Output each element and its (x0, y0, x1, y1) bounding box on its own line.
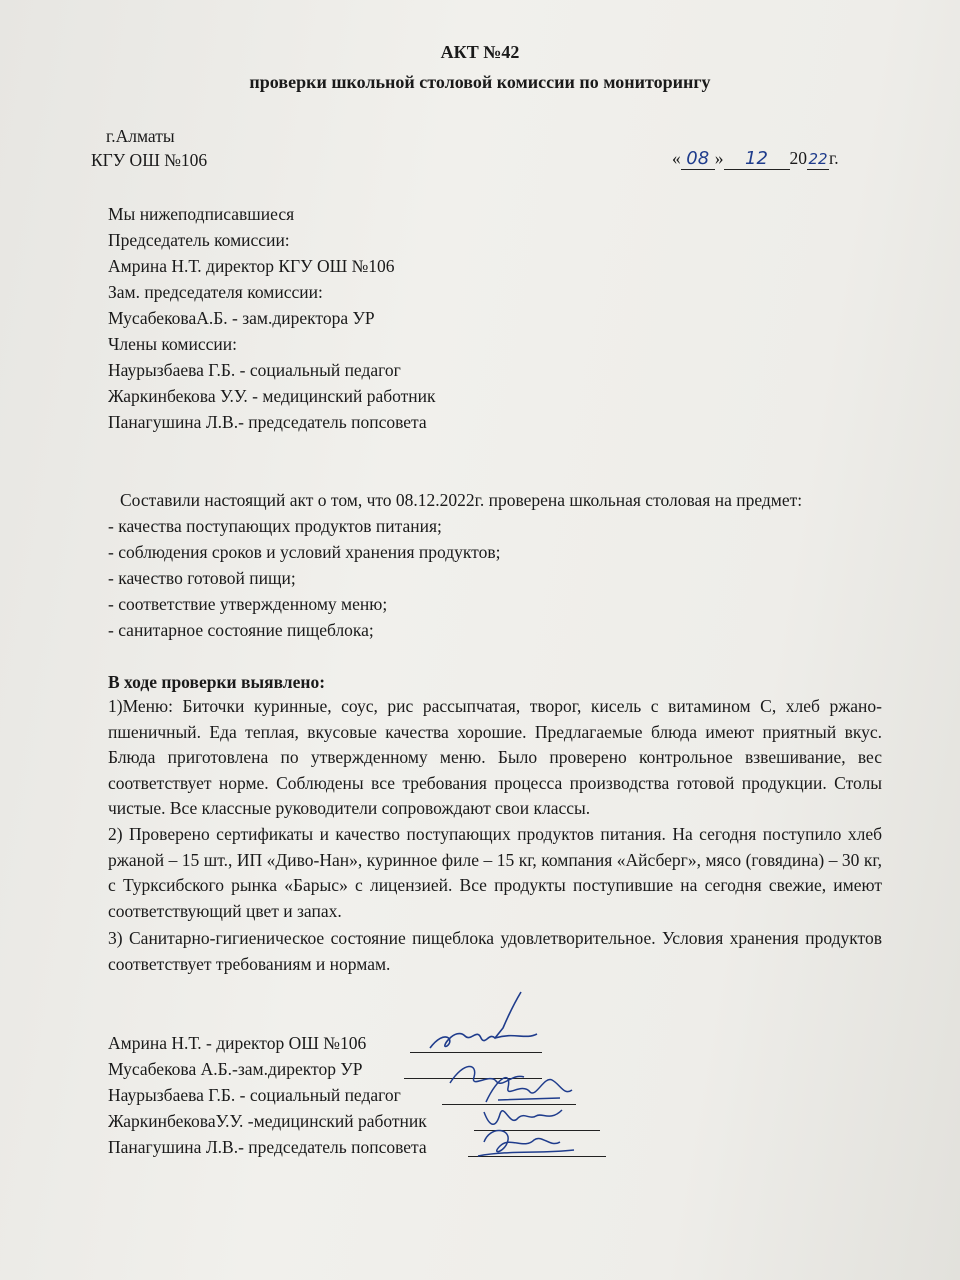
date-year-suffix: 22 (808, 150, 828, 168)
check-item: - качество готовой пищи; (108, 568, 296, 588)
date-month: 12 (724, 148, 790, 170)
signature-panagushina (470, 1120, 580, 1162)
school-name: КГУ ОШ №106 (91, 150, 208, 170)
date-open-quote: « (672, 148, 681, 168)
deputy-name: МусабековаА.Б. - зам.директора УР (108, 308, 375, 328)
member-item: Жаркинбекова У.У. - медицинский работник (108, 386, 436, 406)
findings-heading: В ходе проверки выявлено: (108, 672, 326, 692)
member-item: Панагушина Л.В.- председатель попсовета (108, 412, 427, 432)
chair-label: Председатель комиссии: (108, 230, 290, 250)
date-year-prefix: 20 (789, 148, 807, 168)
act-subtitle: проверки школьной столовой комиссии по мониторингу (249, 72, 711, 92)
finding-paragraph-1: 1)Меню: Биточки куринные, соус, рис рассыпчатая, творог, кисель с витамином С, хлеб ржано-пшеничный. Еда теплая, вкусовые качества хорошие. Предлагаемые блюда имеют приятный вкус. Блюда приготовлена по утвержденному меню. Было проверено контрольное взвешивание, вес соответствует норме. Соблюдены все требования процесса производства готовой продукции. Столы чистые. Все классные руководители сопровождают свои классы. (108, 696, 882, 818)
signature-line-text: Мусабекова А.Б.-зам.директор УР (108, 1059, 363, 1079)
signature-amrina (425, 988, 545, 1058)
act-date (672, 148, 839, 170)
finding-paragraph-3: 3) Санитарно-гигиеническое состояние пищеблока удовлетворительное. Условия хранения продуктов соответствует требованиям и нормам. (108, 928, 882, 974)
statement-intro: Составили настоящий акт о том, что 08.12.2022г. проверена школьная столовая на предмет: (120, 490, 803, 510)
city: г.Алматы (106, 126, 175, 146)
commission-intro: Мы нижеподписавшиеся (108, 204, 295, 224)
signature-line-text: Панагушина Л.В.- председатель попсовета (108, 1137, 427, 1157)
date-day: 08 (681, 148, 715, 170)
date-close-quote: » (714, 148, 724, 168)
signature-line-text: Амрина Н.Т. - директор ОШ №106 (108, 1033, 367, 1053)
members-label: Члены комиссии: (108, 334, 237, 354)
signature-line-text: Наурызбаева Г.Б. - социальный педагог (108, 1085, 401, 1105)
check-item: - соблюдения сроков и условий хранения продуктов; (108, 542, 501, 562)
date-year-end: г. (829, 148, 839, 168)
act-title: АКТ №42 (440, 42, 520, 62)
chair-name: Амрина Н.Т. директор КГУ ОШ №106 (108, 256, 395, 276)
check-item: - качества поступающих продуктов питания; (108, 516, 442, 536)
finding-paragraph-2: 2) Проверено сертификаты и качество поступающих продуктов питания. На сегодня поступило хлеб ржаной – 15 шт., ИП «Диво-Нан», куринное филе – 15 кг, компания «Айсберг», мясо (говядина) – 30 кг, с Турксибского рынка «Барыс» с лицензией. Все продукты поступившие на сегодня свежие, имеют соответствующий цвет и запах. (108, 824, 882, 921)
deputy-label: Зам. председателя комиссии: (108, 282, 323, 302)
check-item: - соответствие утвержденному меню; (108, 594, 388, 614)
signature-line-text: ЖаркинбековаУ.У. -медицинский работник (108, 1111, 427, 1131)
member-item: Наурызбаева Г.Б. - социальный педагог (108, 360, 401, 380)
check-item: - санитарное состояние пищеблока; (108, 620, 374, 640)
